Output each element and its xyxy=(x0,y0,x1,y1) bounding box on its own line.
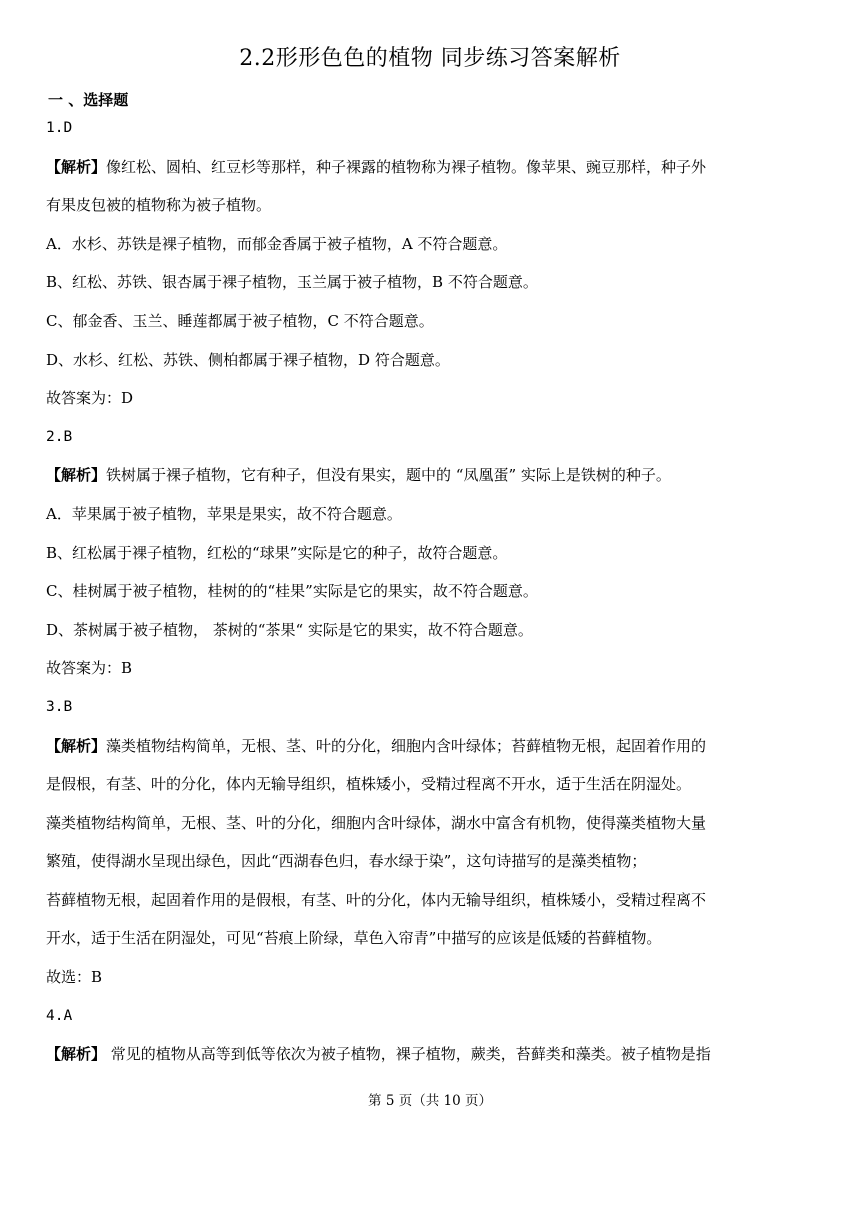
analysis-text: 像红松、圆柏、红豆杉等那样，种子裸露的植物称为裸子植物。像苹果、豌豆那样，种子外 xyxy=(106,157,707,176)
analysis-tag: 【解析】 xyxy=(46,736,107,755)
question-1-analysis-line xyxy=(46,155,816,179)
question-1-conclusion: 故答案为：D xyxy=(46,389,134,408)
section-heading: 一 、选择题 xyxy=(48,91,129,109)
question-1-answer: 1.D xyxy=(46,120,73,136)
question-3-line: 苔藓植物无根，起固着作用的是假根，有茎、叶的分化，体内无输导组织，植株矮小，受精过程离不 xyxy=(46,890,707,909)
analysis-tag: 【解析】 xyxy=(46,1045,107,1064)
question-3-answer: 3.B xyxy=(46,698,73,715)
analysis-tag: 【解析】 xyxy=(46,157,107,176)
question-4-answer: 4.A xyxy=(46,1007,73,1024)
question-3-conclusion: 故选：B xyxy=(46,968,103,987)
question-2-option-c: C、桂树属于被子植物，桂树的的“桂果”实际是它的果实，故不符合题意。 xyxy=(46,582,538,601)
question-2-answer: 2.B xyxy=(46,428,73,445)
question-3-line: 开水，适于生活在阴湿处，可见“苔痕上阶绿，草色入帘青”中描写的应该是低矮的苔藓植物。 xyxy=(46,929,662,948)
question-1-option-d: D、水杉、红松、苏铁、侧柏都属于裸子植物，D 符合题意。 xyxy=(46,350,450,369)
analysis-text: 常见的植物从高等到低等依次为被子植物，裸子植物，蕨类，苔藓类和藻类。被子植物是指 xyxy=(106,1045,711,1064)
question-1-line: 有果皮包被的植物称为被子植物。 xyxy=(46,196,272,215)
question-1-option-a: A．水杉、苏铁是裸子植物，而郁金香属于被子植物，A 不符合题意。 xyxy=(46,234,508,253)
page-footer: 第 5 页（共 10 页） xyxy=(368,1093,492,1109)
answer-body xyxy=(46,116,816,1081)
question-2-analysis-line xyxy=(46,463,816,487)
question-2-option-b: B、红松属于裸子植物，红松的“球果”实际是它的种子，故符合题意。 xyxy=(46,543,508,562)
analysis-text: 藻类植物结构简单，无根、茎、叶的分化，细胞内含叶绿体；苔藓植物无根，起固着作用的 xyxy=(106,736,707,755)
question-2-option-d: D、茶树属于被子植物， 茶树的“茶果“ 实际是它的果实，故不符合题意。 xyxy=(46,620,533,639)
question-2-conclusion: 故答案为：B xyxy=(46,659,133,678)
analysis-tag: 【解析】 xyxy=(46,466,107,485)
question-3-line: 藻类植物结构简单，无根、茎、叶的分化，细胞内含叶绿体，湖水中富含有机物，使得藻类植物大量 xyxy=(46,813,707,832)
question-3-line: 繁殖，使得湖水呈现出绿色，因此“西湖春色归，春水绿于染”，这句诗描写的是藻类植物； xyxy=(46,852,647,871)
question-1-option-b: B、红松、苏铁、银杏属于裸子植物，玉兰属于被子植物，B 不符合题意。 xyxy=(46,273,538,292)
question-1-option-c: C、郁金香、玉兰、睡莲都属于被子植物，C 不符合题意。 xyxy=(46,311,434,330)
question-3-analysis-line xyxy=(46,734,816,758)
question-3-line: 是假根，有茎、叶的分化，体内无输导组织，植株矮小，受精过程离不开水，适于生活在阴湿处。 xyxy=(46,775,692,794)
page-title: 2.2形形色色的植物 同步练习答案解析 xyxy=(239,46,621,71)
question-4-analysis-line xyxy=(46,1042,816,1066)
question-2-option-a: A．苹果属于被子植物，苹果是果实，故不符合题意。 xyxy=(46,504,402,523)
analysis-text: 铁树属于裸子植物，它有种子，但没有果实，题中的 “凤凰蛋” 实际上是铁树的种子。 xyxy=(106,466,671,485)
